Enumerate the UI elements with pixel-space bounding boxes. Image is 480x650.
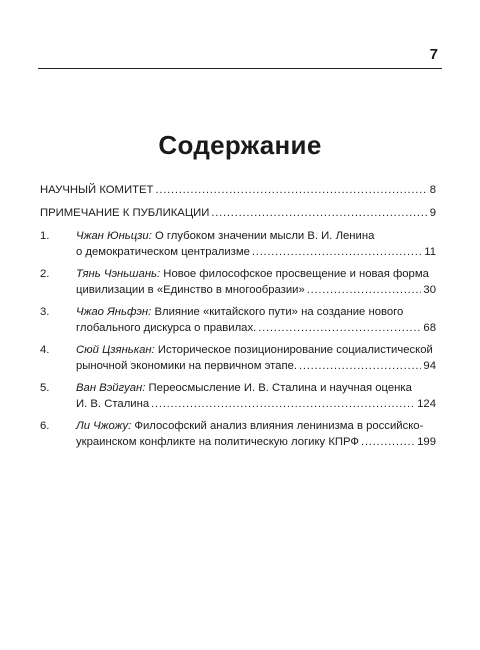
toc-author: Ван Вэйгуан:	[76, 382, 146, 394]
toc-entry	[40, 304, 436, 336]
toc-author: Чжан Юньцзи:	[76, 230, 152, 242]
dot-leader	[299, 358, 421, 374]
toc-entry-number: 6.	[40, 420, 50, 432]
toc-entry-number: 3.	[40, 306, 50, 318]
table-of-contents	[40, 182, 436, 456]
toc-entry	[40, 182, 436, 198]
dot-leader	[361, 434, 415, 450]
toc-entry-title: ПРИМЕЧАНИЕ К ПУБЛИКАЦИИ	[40, 207, 210, 219]
dot-leader	[211, 205, 427, 221]
toc-entry-title: НАУЧНЫЙ КОМИТЕТ	[40, 184, 154, 196]
page-number: 7	[429, 46, 438, 63]
toc-page-ref: 9	[429, 207, 436, 219]
toc-page-ref: 11	[424, 246, 436, 258]
toc-entry-number: 5.	[40, 382, 50, 394]
dot-leader	[258, 320, 421, 336]
toc-entry	[40, 418, 436, 450]
toc-entry-title-cont: И. В. Сталина	[76, 398, 150, 410]
toc-page-ref: 94	[423, 360, 436, 372]
dot-leader	[252, 244, 422, 260]
toc-entry-title-cont: рыночной экономики на первичном этапе.	[76, 360, 297, 372]
toc-entry-title: Новое философское просвещение и новая форма	[163, 268, 429, 280]
toc-entry-number: 4.	[40, 344, 50, 356]
toc-author: Ли Чжожу:	[76, 420, 132, 432]
header-rule	[38, 68, 442, 69]
toc-page-ref: 68	[423, 322, 436, 334]
toc-entry-title: О глубоком значении мысли В. И. Ленина	[155, 230, 375, 242]
toc-entry	[40, 342, 436, 374]
toc-entry	[40, 205, 436, 221]
toc-page-ref: 124	[417, 398, 436, 410]
toc-entry-title-cont: цивилизации в «Единство в многообразии»	[76, 284, 305, 296]
toc-page-ref: 8	[429, 184, 436, 196]
toc-entry-title: Переосмысление И. В. Сталина и научная оценка	[148, 382, 412, 394]
toc-entry	[40, 266, 436, 298]
toc-entry-title: Философский анализ влияния ленинизма в российско-	[134, 420, 424, 432]
toc-entry-title-cont: о демократическом централизме	[76, 246, 250, 258]
toc-page-ref: 199	[417, 436, 436, 448]
toc-page-ref: 30	[423, 284, 436, 296]
dot-leader	[151, 396, 415, 412]
toc-entry-title-cont: глобального дискурса о правилах.	[76, 322, 257, 334]
toc-entry	[40, 228, 436, 260]
toc-entry-number: 2.	[40, 268, 50, 280]
toc-entry-title: Историческое позиционирование социалистической	[157, 344, 433, 356]
toc-entry	[40, 380, 436, 412]
toc-title: Содержание	[158, 130, 322, 160]
toc-author: Сюй Цзянькан:	[76, 344, 155, 356]
toc-author: Чжао Яньфэн:	[76, 306, 152, 318]
toc-entry-title: Влияние «китайского пути» на создание нового	[154, 306, 404, 318]
toc-author: Тянь Чэньшань:	[76, 268, 161, 280]
toc-entry-number: 1.	[40, 230, 50, 242]
dot-leader	[307, 282, 422, 298]
toc-entry-title-cont: украинском конфликте на политическую логику КПРФ	[76, 436, 360, 448]
dot-leader	[155, 182, 427, 198]
